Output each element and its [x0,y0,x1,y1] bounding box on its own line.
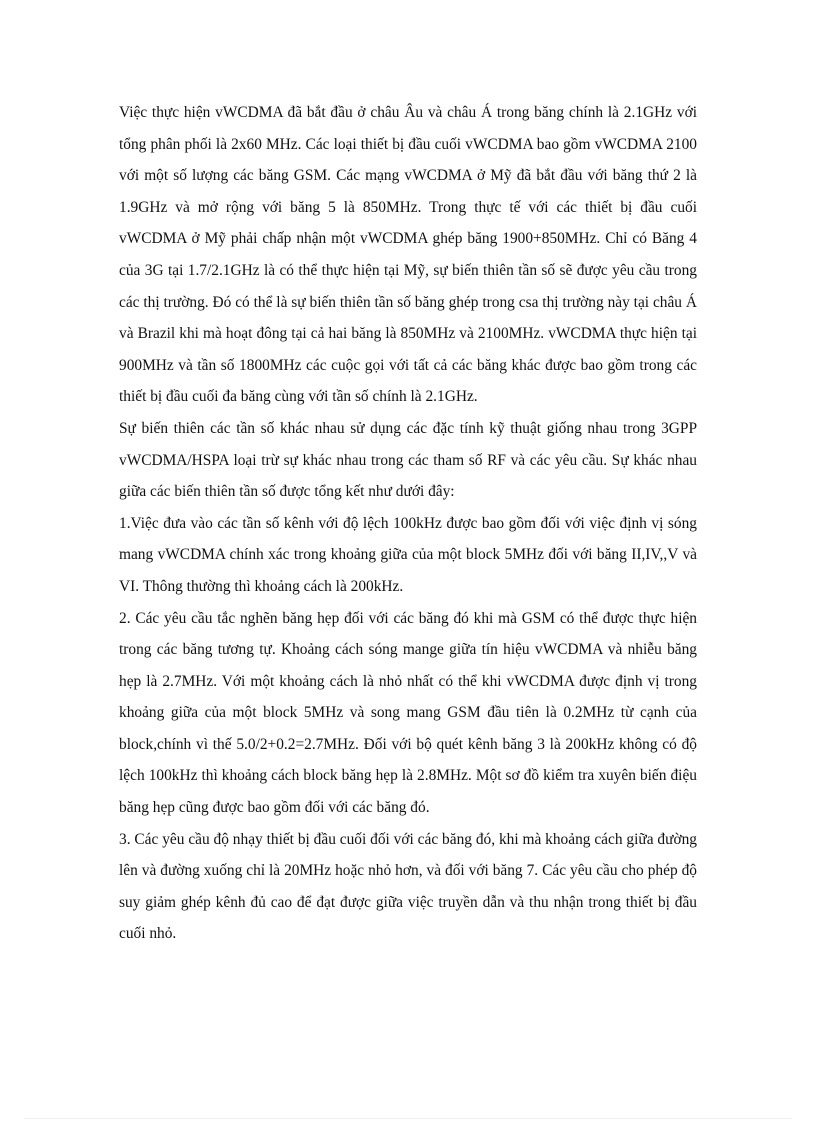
paragraph-item-3-sensitivity: 3. Các yêu cầu độ nhạy thiết bị đầu cuối đối với các băng đó, khi mà khoảng cách giữa đường lên và đường xuống chỉ là 20MHz hoặc nhỏ hơn, và đối với băng 7. Các yêu cầu cho phép độ suy giảm ghép kênh đủ cao để đạt được giữa việc truyền dẫn và thu nhận trong thiết bị đầu cuối nhỏ. [119,830,697,943]
paragraph-wcdma-deployment: Việc thực hiện vWCDMA đã bắt đầu ở châu Âu và châu Á trong băng chính là 2.1GHz với tổng phân phối là 2x60 MHz. Các loại thiết bị đầu cuối vWCDMA bao gồm vWCDMA 2100 với một số lượng các băng GSM. Các mạng vWCDMA ở Mỹ đã bắt đầu với băng thứ 2 là 1.9GHz và mở rộng với băng 5 là 850MHz. Trong thực tế với các thiết bị đầu cuối vWCDMA ở Mỹ phải chấp nhận một vWCDMA ghép băng 1900+850MHz. Chỉ có Băng 4 của 3G tại 1.7/2.1GHz là có thể thực hiện tại Mỹ, sự biến thiên tần số sẽ được yêu cầu trong các thị trường. Đó có thể là sự biến thiên tần số băng ghép trong csa thị trường này tại châu Á và Brazil khi mà hoạt đông tại cả hai băng là 850MHz và 2100MHz. vWCDMA thực hiện tại 900MHz và tần số 1800MHz các cuộc gọi với tất cả các băng khác được bao gồm trong các thiết bị đầu cuối đa băng cùng với tần số chính là 2.1GHz. [119,104,697,406]
paragraph-item-2-narrowband-blocking: 2. Các yêu cầu tắc nghẽn băng hẹp đối với các băng đó khi mà GSM có thể được thực hiện trong các băng tương tự. Khoảng cách sóng mange giữa tín hiệu vWCDMA và nhiễu băng hẹp là 2.7MHz. Với một khoảng cách là nhỏ nhất có thể khi vWCDMA được định vị trong khoảng giữa của một block 5MHz và song mang GSM đầu tiên là 0.2MHz từ cạnh của block,chính vì thế 5.0/2+0.2=2.7MHz. Đối với bộ quét kênh băng 3 là 200kHz không có độ lệch 100kHz thì khoảng cách block băng hẹp là 2.8MHz. Một sơ đồ kiểm tra xuyên biến điệu băng hẹp cũng được bao gồm đối với các băng đó. [119,609,697,817]
paragraph-frequency-variants: Sự biến thiên các tần số khác nhau sử dụng các đặc tính kỹ thuật giống nhau trong 3GPP vWCDMA/HSPA loại trừ sự khác nhau trong các tham số RF và các yêu cầu. Sự khác nhau giữa các biến thiên tần số được tổng kết như dưới đây: [119,419,697,501]
page-bottom-divider [24,1118,792,1119]
paragraph-item-1-channel-offset: 1.Việc đưa vào các tần số kênh với độ lệch 100kHz được bao gồm đối với việc định vị sóng mang vWCDMA chính xác trong khoảng giữa của một block 5MHz đối với băng II,IV,,V và VI. Thông thường thì khoảng cách là 200kHz. [119,514,697,595]
document-body [119,97,697,950]
